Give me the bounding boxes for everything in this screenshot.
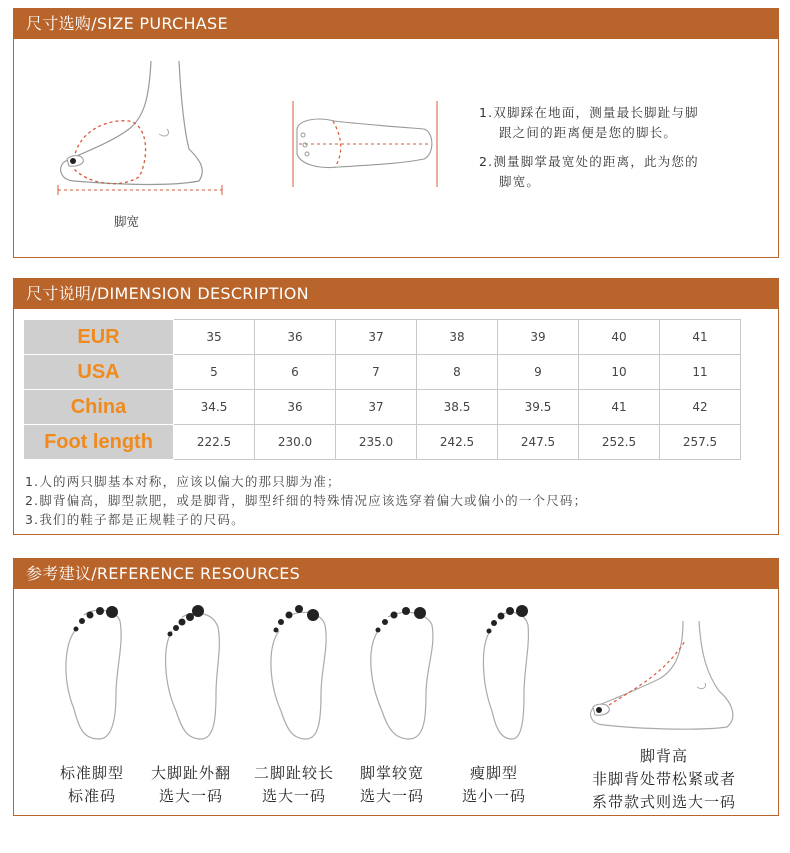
size-cell: 41 bbox=[579, 390, 660, 425]
size-cell: 41 bbox=[660, 320, 741, 355]
size-row-label: China bbox=[24, 390, 174, 425]
size-cell: 38.5 bbox=[417, 390, 498, 425]
size-cell: 8 bbox=[417, 355, 498, 390]
size-cell: 34.5 bbox=[174, 390, 255, 425]
dimension-panel bbox=[13, 278, 779, 535]
size-cell: 9 bbox=[498, 355, 579, 390]
size-cell: 242.5 bbox=[417, 425, 498, 460]
size-cell: 37 bbox=[336, 390, 417, 425]
size-row bbox=[24, 425, 741, 460]
size-cell: 40 bbox=[579, 320, 660, 355]
size-table bbox=[23, 319, 741, 460]
foot-standard-icon bbox=[54, 599, 134, 749]
dimension-title: 尺寸说明/DIMENSION DESCRIPTION bbox=[14, 279, 778, 309]
size-cell: 39 bbox=[498, 320, 579, 355]
guide-step-1: 1.双脚踩在地面，测量最长脚趾与脚 跟之间的距离便是您的脚长。 bbox=[479, 105, 699, 140]
size-row-label: Foot length bbox=[24, 425, 174, 460]
size-cell: 38 bbox=[417, 320, 498, 355]
width-label: 脚宽 bbox=[114, 214, 140, 229]
size-cell: 6 bbox=[255, 355, 336, 390]
top-foot-illustration bbox=[289, 99, 444, 189]
foot-bunion-icon bbox=[154, 599, 234, 749]
size-cell: 11 bbox=[660, 355, 741, 390]
size-purchase-panel bbox=[13, 8, 779, 258]
size-row bbox=[24, 320, 741, 355]
ref-high-instep: 脚背高 非脚背处带松紧或者 系带款式则选大一码 bbox=[591, 747, 736, 811]
size-row bbox=[24, 355, 741, 390]
guide-step-2: 2.测量脚掌最宽处的距离，此为您的 脚宽。 bbox=[479, 154, 699, 189]
size-cell: 222.5 bbox=[174, 425, 255, 460]
note-2: 2.脚背偏高，脚型款肥，或是脚背，脚型纤细的特殊情况应该选穿着偏大或偏小的一个尺码； bbox=[25, 493, 588, 508]
width-measure-line bbox=[56, 184, 226, 196]
ref-long-second-toe: 二脚趾较长 选大一码 bbox=[253, 764, 334, 805]
ref-slim: 瘦脚型 选小一码 bbox=[461, 764, 526, 805]
ref-bunion: 大脚趾外翻 选大一码 bbox=[150, 764, 231, 805]
size-cell: 7 bbox=[336, 355, 417, 390]
note-1: 1.人的两只脚基本对称，应该以偏大的那只脚为准； bbox=[25, 474, 341, 489]
size-cell: 235.0 bbox=[336, 425, 417, 460]
size-cell: 39.5 bbox=[498, 390, 579, 425]
size-cell: 5 bbox=[174, 355, 255, 390]
size-row bbox=[24, 390, 741, 425]
reference-panel bbox=[13, 558, 779, 816]
size-cell: 10 bbox=[579, 355, 660, 390]
size-cell: 35 bbox=[174, 320, 255, 355]
size-cell: 42 bbox=[660, 390, 741, 425]
foot-wide-icon bbox=[362, 599, 442, 749]
size-cell: 36 bbox=[255, 320, 336, 355]
note-3: 3.我们的鞋子都是正规鞋子的尺码。 bbox=[25, 512, 245, 527]
ref-standard: 标准脚型 标准码 bbox=[59, 764, 124, 805]
size-cell: 252.5 bbox=[579, 425, 660, 460]
dimension-notes bbox=[25, 472, 587, 529]
size-cell: 230.0 bbox=[255, 425, 336, 460]
foot-high-instep-icon bbox=[579, 619, 754, 734]
size-row-label: USA bbox=[24, 355, 174, 390]
size-cell: 247.5 bbox=[498, 425, 579, 460]
size-purchase-title: 尺寸选购/SIZE PURCHASE bbox=[14, 9, 778, 39]
foot-slim-icon bbox=[466, 599, 546, 749]
reference-title: 参考建议/REFERENCE RESOURCES bbox=[14, 559, 778, 589]
size-cell: 257.5 bbox=[660, 425, 741, 460]
ref-wide: 脚掌较宽 选大一码 bbox=[359, 764, 424, 805]
size-cell: 36 bbox=[255, 390, 336, 425]
size-cell: 37 bbox=[336, 320, 417, 355]
foot-long-second-toe-icon bbox=[259, 599, 339, 749]
size-row-label: EUR bbox=[24, 320, 174, 355]
